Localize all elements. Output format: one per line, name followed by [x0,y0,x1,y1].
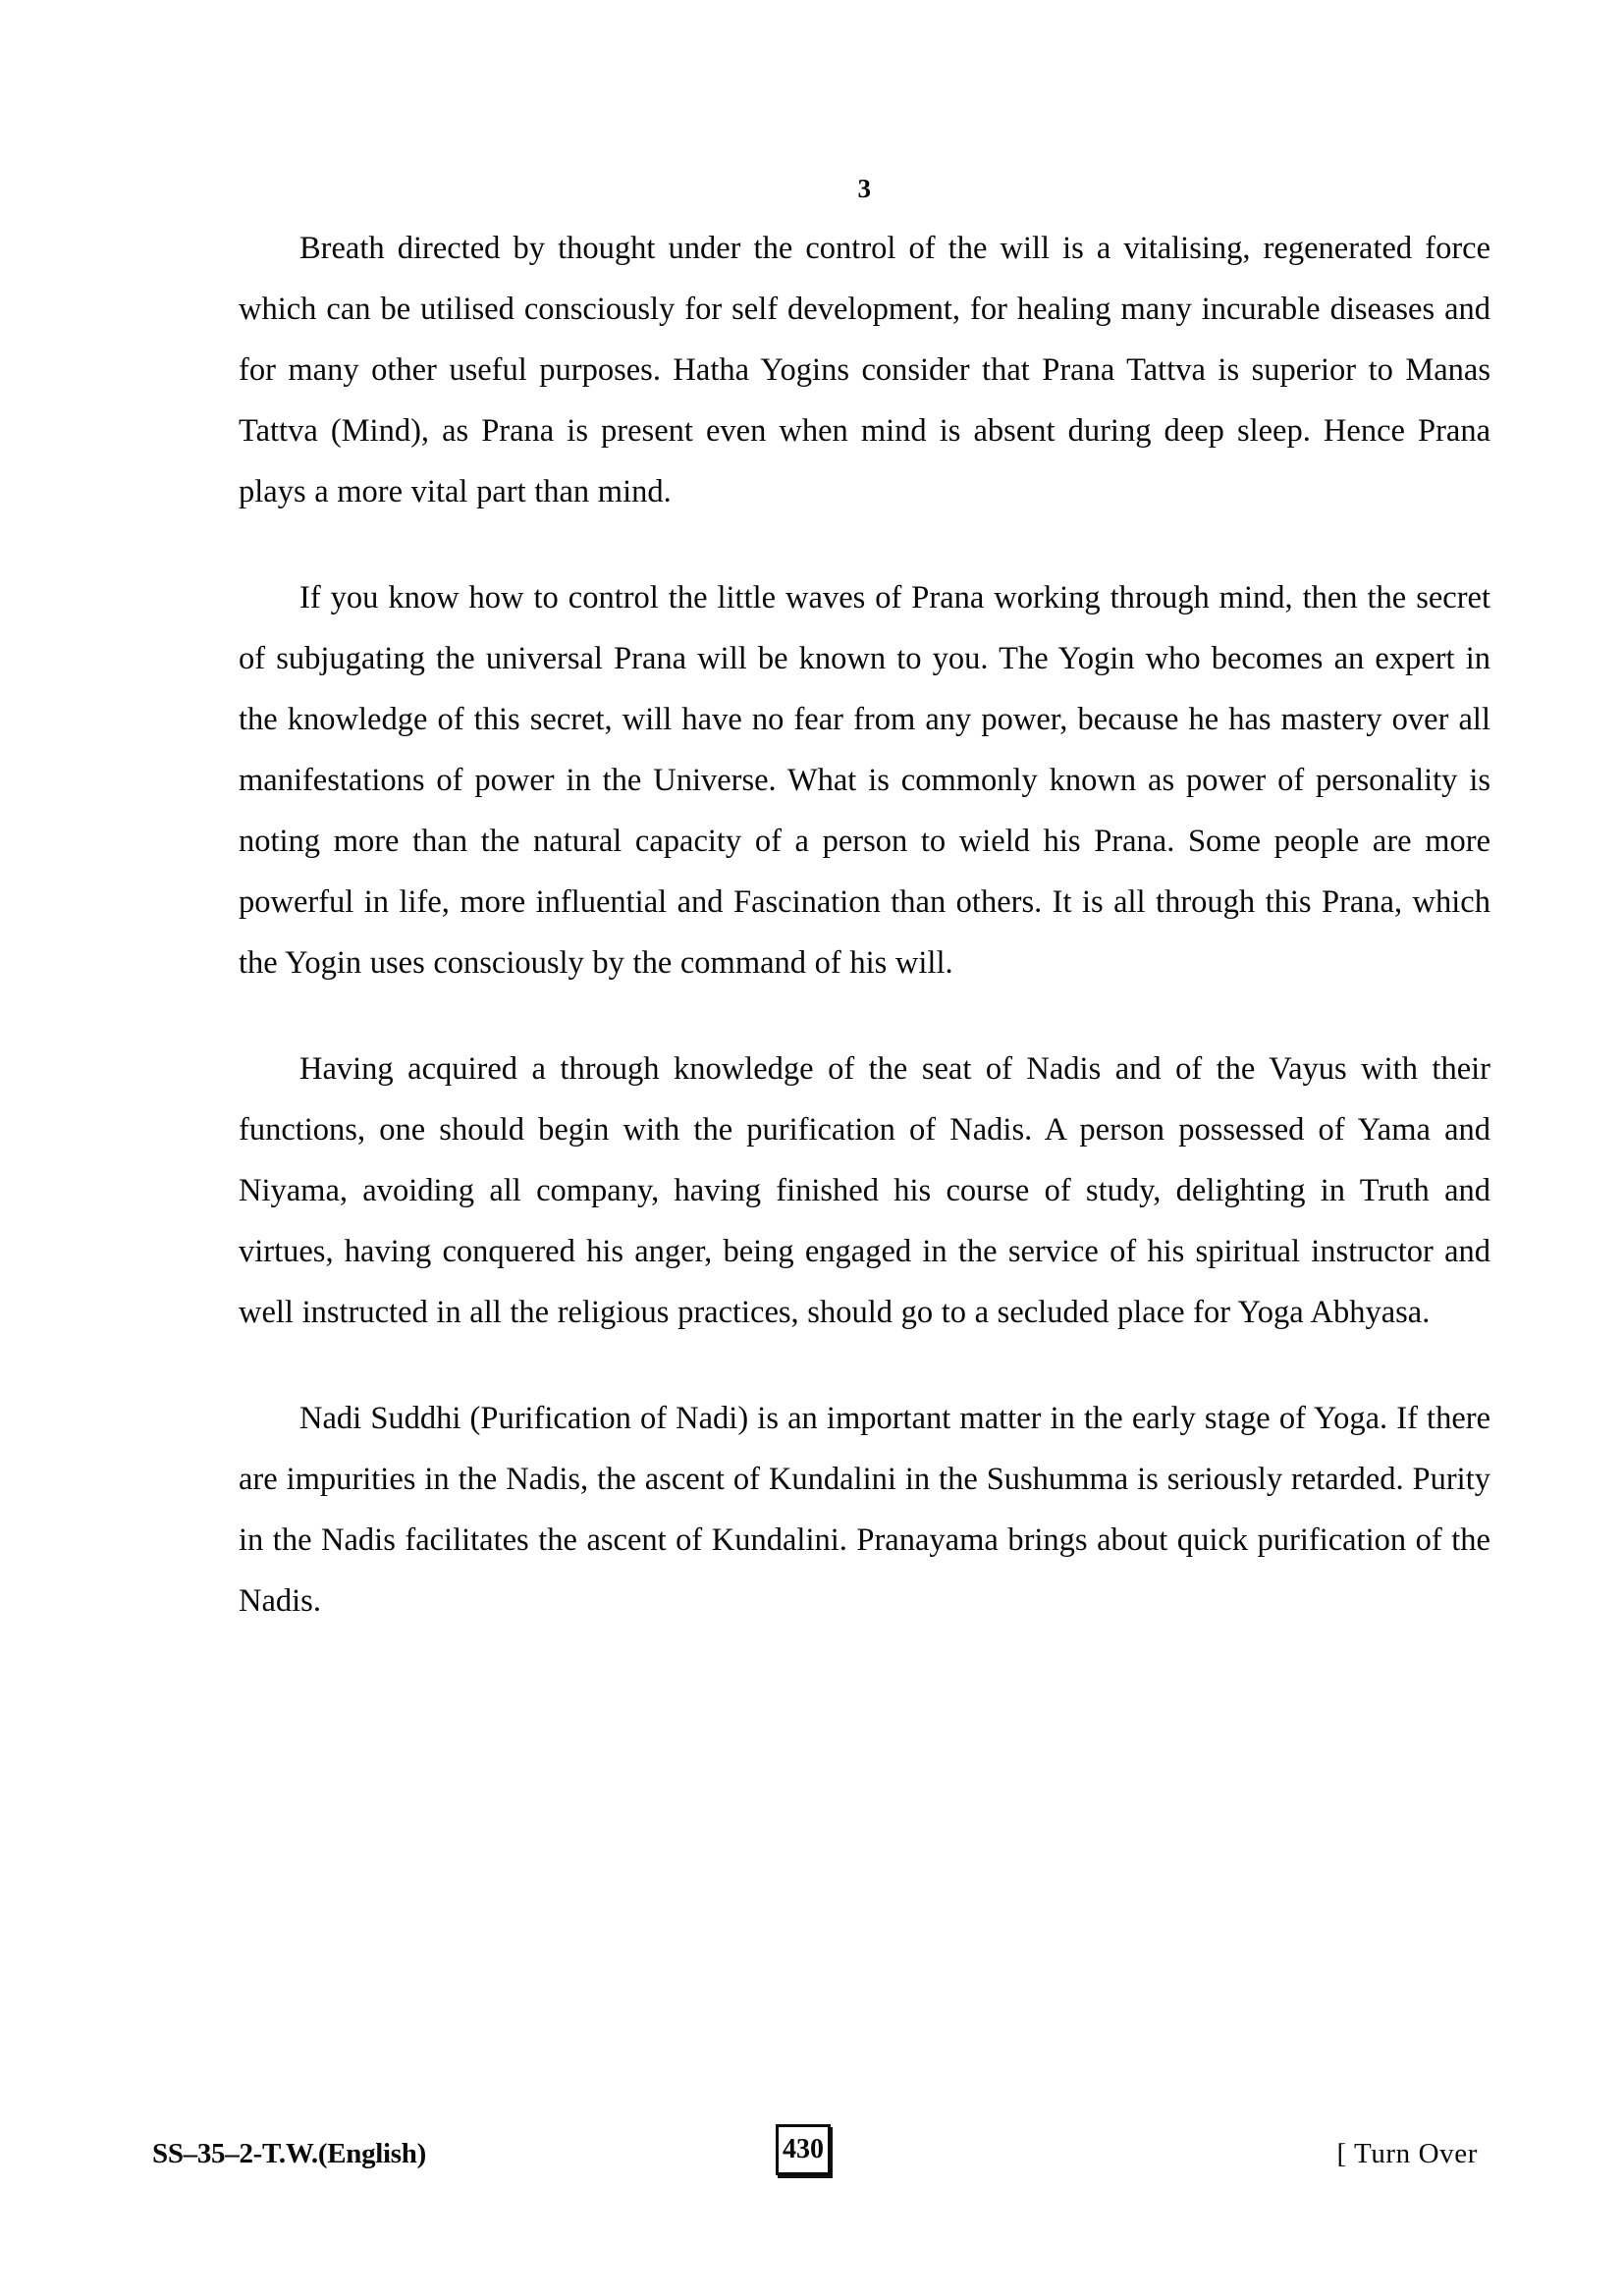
page-number-box [776,2124,831,2175]
page-footer [152,2124,1478,2195]
paper-code: SS–35–2-T.W.(English) [152,2138,426,2169]
body-paragraph: Breath directed by thought under the control of the will is a vitalising, regenerated force which can be utilised consciously for self development, for healing many incurable diseases and for many other useful purposes. Hatha Yogins consider that Prana Tattva is superior to Manas Tattva (Mind), as Prana is present even when mind is absent during deep sleep. Hence Prana plays a more vital part than mind. [239,230,1490,509]
page-number: 3 [857,174,872,203]
body-paragraph: Nadi Suddhi (Purification of Nadi) is an important matter in the early stage of Yoga. If there are impurities in the Nadis, the ascent of Kundalini in the Sushumma is seriously retarded. Purity in the Nadis facilitates the ascent of Kundalini. Pranayama brings about quick purification of the Nadis. [239,1400,1490,1619]
page-content [239,175,1490,1631]
body-paragraph: Having acquired a through knowledge of the seat of Nadis and of the Vayus with their functions, one should begin with the purification of Nadis. A person possessed of Yama and Niyama, avoiding all company, having finished his course of study, delighting in Truth and virtues, having conquered his anger, being engaged in the service of his spiritual instructor and well instructed in all the religious practices, should go to a secluded place for Yoga Abhyasa. [239,1050,1490,1330]
body-paragraph: If you know how to control the little waves of Prana working through mind, then the secret of subjugating the universal Prana will be known to you. The Yogin who becomes an expert in the knowledge of this secret, will have no fear from any power, because he has mastery over all manifestations of power in the Universe. What is commonly known as power of personality is noting more than the natural capacity of a person to wield his Prana. Some people are more powerful in life, more influential and Fascination than others. It is all through this Prana, which the Yogin uses consciously by the command of his will. [239,579,1490,981]
turn-over-note: [ Turn Over [1336,2138,1478,2169]
page-number-box-value: 430 [783,2134,824,2164]
